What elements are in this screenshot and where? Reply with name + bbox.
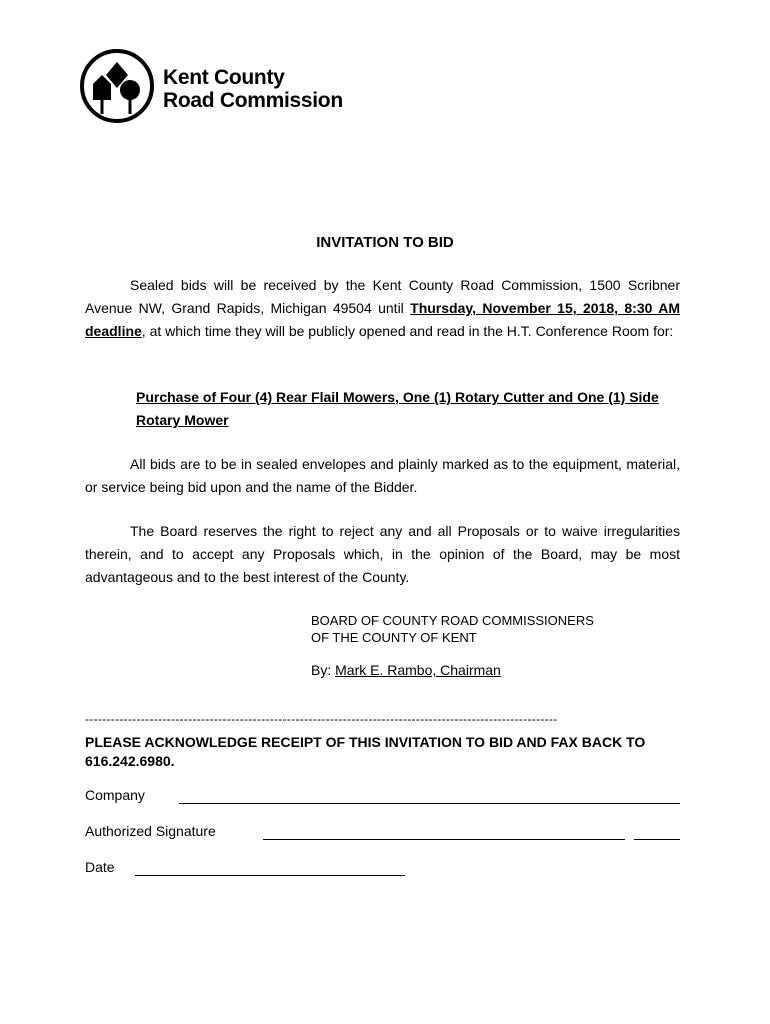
org-name-line2: Road Commission bbox=[163, 89, 343, 112]
purchase-item: Purchase of Four (4) Rear Flail Mowers, One (1) Rotary Cutter and One (1) Side Rotary Mower bbox=[136, 389, 659, 428]
signed-by bbox=[311, 662, 501, 679]
authorized-signature-field[interactable] bbox=[263, 839, 625, 840]
by-label: By: bbox=[311, 662, 336, 678]
separator-line: -------------------------------------------------------------------------------------------------------------- bbox=[85, 712, 558, 726]
intro-text-after: , at which time they will be publicly opened and read in the H.T. Conference Room for: bbox=[141, 323, 674, 339]
sealed-envelopes-paragraph bbox=[85, 453, 680, 499]
board-reserves-paragraph bbox=[85, 520, 680, 589]
sealed-envelopes-text: All bids are to be in sealed envelopes and plainly marked as to the equipment, material, or service being bid upon and the name of the Bidder. bbox=[85, 456, 680, 495]
authorized-signature-field-extension[interactable] bbox=[634, 839, 680, 840]
date-field[interactable] bbox=[135, 875, 405, 876]
kent-county-road-commission-logo bbox=[79, 48, 155, 124]
chairman-name: Mark E. Rambo, Chairman bbox=[335, 662, 501, 678]
org-name-line1: Kent County bbox=[163, 66, 285, 89]
board-title-line1: BOARD OF COUNTY ROAD COMMISSIONERS bbox=[311, 613, 594, 628]
date-label: Date bbox=[85, 859, 115, 875]
authorized-signature-label: Authorized Signature bbox=[85, 823, 216, 839]
intro-text-before: Sealed bids will be received by the Kent County Road Commission, 1500 Scribner Avenue NW, Grand Rapids, Michigan 49504 until bbox=[85, 277, 680, 316]
company-label: Company bbox=[85, 787, 145, 803]
board-reserves-text: The Board reserves the right to reject any and all Proposals or to waive irregularities therein, and to accept any Proposals which, in the opinion of the Board, may be most advantageous and to the best interest of the County. bbox=[85, 523, 680, 585]
company-field[interactable] bbox=[179, 803, 680, 804]
board-title-line2: OF THE COUNTY OF KENT bbox=[311, 630, 477, 645]
intro-paragraph bbox=[85, 274, 680, 343]
bid-deadline: Thursday, November 15, 2018, 8:30 AM deadline bbox=[85, 300, 680, 339]
document-title: INVITATION TO BID bbox=[316, 234, 454, 251]
signature-block bbox=[311, 612, 594, 646]
acknowledge-instructions: PLEASE ACKNOWLEDGE RECEIPT OF THIS INVITATION TO BID AND FAX BACK TO 616.242.6980. bbox=[85, 734, 646, 769]
organization-name bbox=[163, 66, 343, 112]
